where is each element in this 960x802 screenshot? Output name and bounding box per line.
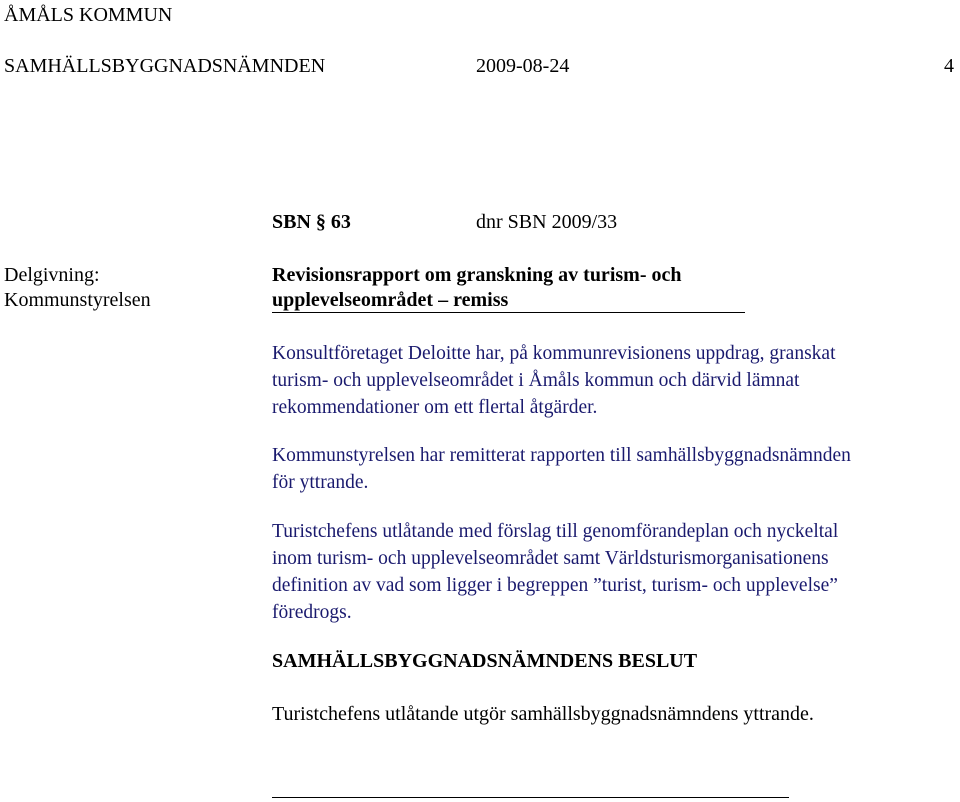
organization-name: ÅMÅLS KOMMUN xyxy=(4,4,173,26)
decision-heading: SAMHÄLLSBYGGNADSNÄMNDENS BESLUT xyxy=(272,650,698,672)
paragraph-3-line1: Turistchefens utlåtande med förslag till genomförandeplan och nyckeltal xyxy=(272,521,839,542)
case-title-line2: upplevelseområdet – remiss xyxy=(272,289,509,311)
paragraph-3-line4: föredrogs. xyxy=(272,602,352,623)
paragraph-1-line2: turism- och upplevelseområdet i Åmåls kommun och därvid lämnat xyxy=(272,370,800,391)
signature-line xyxy=(272,797,789,798)
paragraph-label: SBN § 63 xyxy=(272,211,351,233)
paragraph-2-line1: Kommunstyrelsen har remitterat rapporten till samhällsbyggnadsnämnden xyxy=(272,445,851,466)
title-underline xyxy=(272,312,745,313)
paragraph-3-line3: definition av vad som ligger i begreppen ”turist, turism- och upplevelse” xyxy=(272,575,838,596)
meeting-date: 2009-08-24 xyxy=(476,55,570,77)
paragraph-1-line3: rekommendationer om ett flertal åtgärder. xyxy=(272,397,598,418)
distribution-recipient: Kommunstyrelsen xyxy=(4,289,151,311)
diary-number: dnr SBN 2009/33 xyxy=(476,211,618,233)
case-title-line1: Revisionsrapport om granskning av turism- och xyxy=(272,264,682,286)
distribution-label: Delgivning: xyxy=(4,264,100,286)
paragraph-3-line2: inom turism- och upplevelseområdet samt Världsturismorganisationens xyxy=(272,548,829,569)
paragraph-2-line2: för yttrande. xyxy=(272,472,369,493)
committee-name: SAMHÄLLSBYGGNADSNÄMNDEN xyxy=(4,55,326,77)
decision-text: Turistchefens utlåtande utgör samhällsbyggnadsnämndens yttrande. xyxy=(272,703,814,725)
paragraph-1-line1: Konsultföretaget Deloitte har, på kommunrevisionens uppdrag, granskat xyxy=(272,343,836,364)
page-number: 4 xyxy=(944,55,954,77)
